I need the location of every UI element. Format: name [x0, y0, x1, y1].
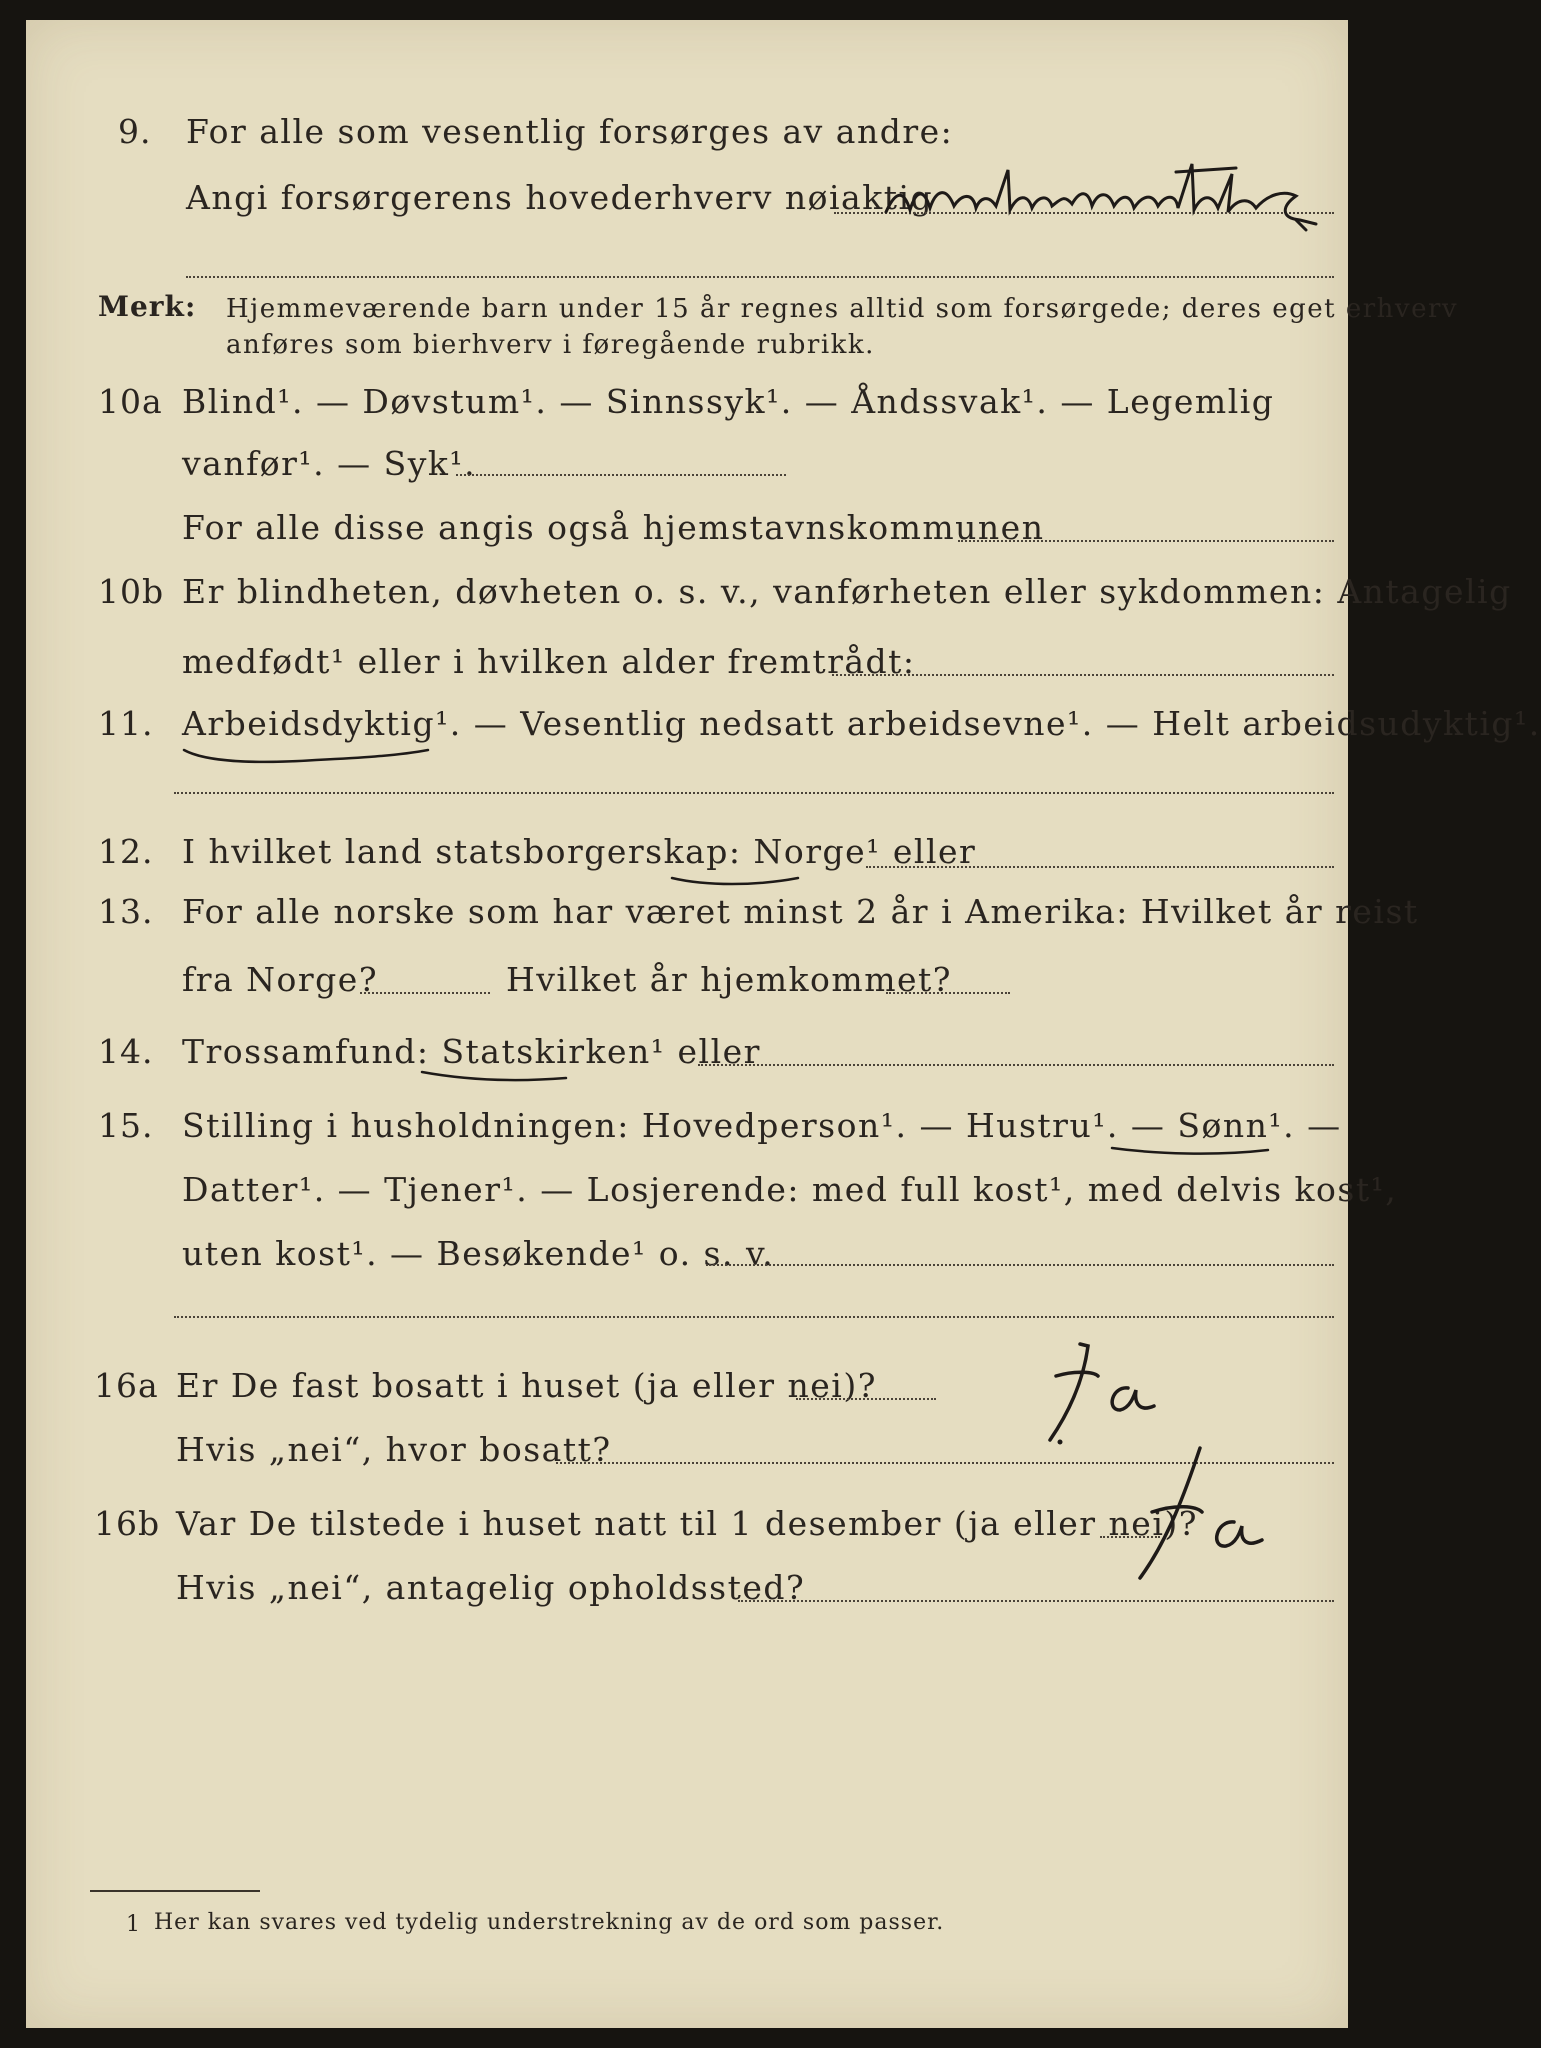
q11-underline-mark [176, 736, 436, 776]
q10a-question-line3: For alle disse angis også hjemstavnskommunen [182, 508, 1045, 547]
q9-question-line2: Angi forsørgerens hovederhverv nøiaktig [186, 178, 934, 217]
q10b-question-line2: medfødt¹ eller i hvilken alder fremtrådt: [182, 642, 916, 681]
q9-number: 9. [118, 112, 152, 151]
q14-underline-mark [416, 1064, 576, 1094]
q11-answer-line [174, 792, 1334, 794]
q15-number: 15. [98, 1106, 154, 1145]
q12-answer-line [866, 866, 1334, 868]
census-form-page [26, 20, 1541, 2028]
q15-question-line2: Datter¹. — Tjener¹. — Losjerende: med full kost¹, med delvis kost¹, [182, 1170, 1398, 1209]
q15-answer-line [706, 1264, 1334, 1266]
q9-continuation-line [186, 276, 1334, 278]
q11-question-line1: Arbeidsdyktig¹. — Vesentlig nedsatt arbeidsevne¹. — Helt arbeidsudyktig¹. [182, 704, 1541, 743]
q15-underline-mark [1106, 1138, 1276, 1168]
q10a-hometown-line [958, 540, 1334, 542]
q13-year-returned-line [886, 992, 1010, 994]
q12-number: 12. [98, 832, 154, 871]
q15-question-line1: Stilling i husholdningen: Hovedperson¹. — Hustru¹. — Sønn¹. — [182, 1106, 1342, 1145]
q13-question-line1: For alle norske som har været minst 2 år i Amerika: Hvilket år reist [182, 892, 1419, 931]
q16b-question-line2: Hvis „nei“, antagelig opholdssted? [176, 1568, 806, 1607]
q13-number: 13. [98, 892, 154, 931]
merk-label: Merk: [98, 290, 197, 323]
q10a-answer-line [456, 474, 786, 476]
q16a-question-line1: Er De fast bosatt i huset (ja eller nei)? [176, 1366, 877, 1405]
q13-question-line2b: Hvilket år hjemkommet? [506, 960, 952, 999]
footnote-mark: 1 [126, 1912, 141, 1937]
footnote-rule [90, 1890, 260, 1892]
merk-note-line1: Hjemmeværende barn under 15 år regnes alltid som forsørgede; deres eget erhverv [226, 294, 1459, 324]
q16a-question-line2: Hvis „nei“, hvor bosatt? [176, 1430, 612, 1469]
q10a-number: 10a [98, 382, 163, 421]
q14-answer-line [698, 1064, 1334, 1066]
q10b-question-line1: Er blindheten, døvheten o. s. v., vanførheten eller sykdommen: Antagelig [182, 572, 1512, 611]
q10a-question-line2: vanfør¹. — Syk¹. [182, 444, 477, 483]
q12-question-line1: I hvilket land statsborgerskap: Norge¹ eller [182, 832, 977, 871]
q9-question-line1: For alle som vesentlig forsørges av andre: [186, 112, 954, 151]
q13-year-left-line [360, 992, 490, 994]
merk-note-line2: anføres som bierhverv i føregående rubrikk. [226, 330, 875, 360]
q16b-number: 16b [94, 1504, 161, 1543]
q10a-question-line1: Blind¹. — Døvstum¹. — Sinnssyk¹. — Åndssvak¹. — Legemlig [182, 382, 1275, 421]
q11-number: 11. [98, 704, 154, 743]
q9-handwritten-answer [876, 150, 1356, 250]
q16a-number: 16a [94, 1366, 159, 1405]
footnote-text: Her kan svares ved tydelig understrekning av de ord som passer. [154, 1910, 945, 1935]
q16b-handwritten-answer [1116, 1430, 1276, 1590]
q10b-number: 10b [98, 572, 165, 611]
q14-number: 14. [98, 1032, 154, 1071]
q15-continuation-line [174, 1316, 1334, 1318]
q10b-answer-line [832, 674, 1334, 676]
q16a-answer-line [796, 1398, 936, 1400]
q13-question-line2a: fra Norge? [182, 960, 379, 999]
q16b-location-line [738, 1600, 1334, 1602]
q14-question-line1: Trossamfund: Statskirken¹ eller [182, 1032, 761, 1071]
q15-question-line3: uten kost¹. — Besøkende¹ o. s. v. [182, 1234, 775, 1273]
q16b-question-line1: Var De tilstede i huset natt til 1 desember (ja eller nei)? [176, 1504, 1198, 1543]
